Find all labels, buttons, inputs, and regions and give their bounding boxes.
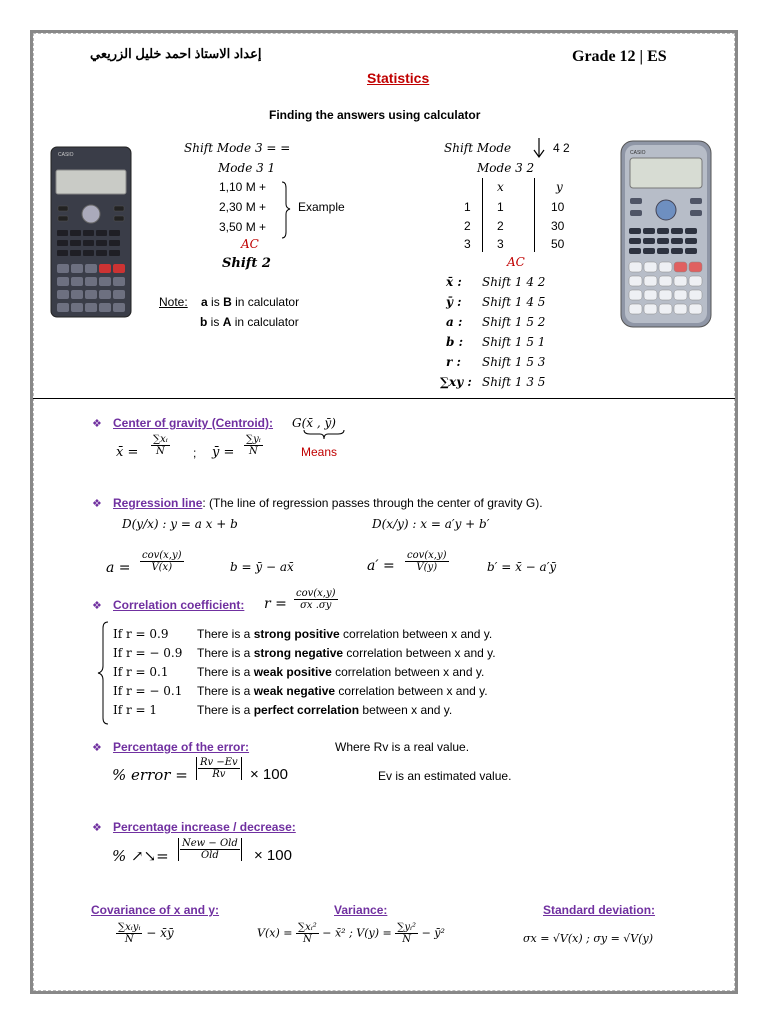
error-fraction [196,757,242,780]
regression-line [113,496,543,510]
right-ac: AC [507,255,525,269]
result-b-keys: Shift 1 5 1 [482,335,546,349]
correlation-item-5-strength: perfect correlation [253,703,360,717]
means-brace [302,428,346,442]
correlation-item-2-strength: strong negative [253,646,344,660]
variance-y-tail: − ȳ² [421,926,445,940]
table-row-3-index: 3 [464,237,471,251]
example-label: Example [298,200,345,214]
error-numerator: Rv −Ev [200,757,238,768]
xbar-formula-lhs: x̄ = [116,445,139,460]
ybar-numerator: ∑yᵢ [246,434,261,445]
std-dev-heading: Standard deviation: [543,903,656,917]
covariance-numerator: ∑xᵢyᵢ [118,922,141,933]
table-row-2-y: 30 [551,219,565,233]
note1-b: B [223,295,232,309]
variance-formula [257,922,445,945]
table-row-3-y: 50 [551,237,565,251]
std-dev-formula: σx = √V(x) ; σy = √V(y) [523,932,654,945]
ybar-formula-fraction [244,434,263,457]
slope-a-prime-lhs: a′ = [367,558,395,574]
table-row-2-x: 2 [497,219,504,233]
covariance-formula [116,922,174,945]
right-step-2: Mode 3 2 [477,161,535,175]
correlation-item-4-post: correlation between x and y. [335,684,488,698]
intercept-b-prime: b′ = x̄ − a′ȳ [487,560,557,574]
example-brace [280,180,296,240]
grade-label: Grade 12 | ES [572,48,667,65]
covariance-denominator: N [124,934,134,945]
slope-a-numerator: cov(x,y) [142,550,182,561]
bullet-diamond-icon: ❖ [92,600,102,612]
note2-rest: in calculator [231,315,299,329]
correlation-item-5 [113,703,452,717]
note-line-1 [159,295,299,309]
correlation-item-3-pre: There is a [197,665,254,679]
increase-numerator: New − Old [182,838,238,849]
slope-a-fraction [140,550,184,573]
result-sumxy-label: ∑xy : [440,375,472,389]
variance-x-lhs: V(x) = [257,926,293,940]
variance-y-numerator: ∑yᵢ² [397,922,417,933]
correlation-item-5-cond: If r = 1 [113,703,158,717]
slope-a-denominator: V(x) [151,562,173,573]
increase-denominator: Old [200,850,219,861]
left-step-5: 3,50 M + [219,220,267,234]
note1-is: is [207,295,224,309]
correlation-item-5-post: between x and y. [359,703,453,717]
left-step-2: Mode 3 1 [218,161,276,175]
correlation-item-2-post: correlation between x and y. [343,646,496,660]
left-shift-2: Shift 2 [222,256,271,271]
increase-lhs: % ↗↘= [112,847,169,865]
regression-text: : (The line of regression passes through the center of gravity G). [202,496,543,510]
correlation-item-1 [113,627,492,641]
note2-b: A [222,315,232,329]
result-ybar-label: ȳ : [446,295,462,309]
result-r-keys: Shift 1 5 3 [482,355,546,369]
correlation-item-2 [113,646,496,660]
intercept-b: b = ȳ − ax̄ [230,560,294,574]
correlation-item-3-cond: If r = 0.1 [113,665,169,679]
table-row-3-x: 3 [497,237,504,251]
correlation-numerator: cov(x,y) [296,588,336,599]
correlation-item-1-pre: There is a [197,627,254,641]
result-b-label: b : [446,335,463,349]
error-lhs: % error = [112,766,188,784]
result-ybar-keys: Shift 1 4 5 [482,295,546,309]
result-xbar-label: x̄ : [446,275,462,289]
correlation-item-1-cond: If r = 0.9 [113,627,169,641]
right-step-1: Shift Mode [444,141,512,155]
bullet-diamond-icon: ❖ [92,418,102,430]
correlation-item-2-pre: There is a [197,646,254,660]
table-head-y: y [556,180,563,194]
xbar-denominator: N [156,446,165,457]
slope-a-prime-numerator: cov(x,y) [407,550,447,561]
calculator-right-brand-text: CASIO [630,150,646,156]
result-a-label: a : [446,315,463,329]
bullet-diamond-icon: ❖ [92,742,102,754]
xbar-formula-fraction [151,434,170,457]
calculator-right-image [620,140,712,328]
result-r-label: r : [446,355,461,369]
correlation-item-1-post: correlation between x and y. [339,627,493,641]
means-label: Means [301,445,338,459]
variance-y-lhs: − x̄² ; V(y) = [322,926,392,940]
error-times-100: × 100 [250,766,288,783]
table-row-1-index: 1 [464,200,471,214]
left-step-1: Shift Mode 3 = = [184,141,291,155]
error-heading: Percentage of the error: [113,740,250,754]
left-ac: AC [241,237,259,251]
slope-a-prime-denominator: V(y) [416,562,438,573]
correlation-item-3 [113,665,484,679]
correlation-item-4-strength: weak negative [253,684,336,698]
bullet-diamond-icon: ❖ [92,822,102,834]
correlation-item-2-cond: If r = − 0.9 [113,646,183,660]
note1-rest: in calculator [231,295,300,309]
result-sumxy-keys: Shift 1 3 5 [482,375,546,389]
table-divider-2 [534,178,535,252]
right-step-1-keys: 4 2 [553,141,570,155]
correlation-r-fraction [294,588,338,611]
author-name: إعداد الاستاذ احمد خليل الزريعي [90,46,262,61]
correlation-item-4-pre: There is a [197,684,254,698]
note-line-2 [200,315,299,329]
left-step-3: 1,10 M + [219,180,267,194]
error-where-estimated: Ev is an estimated value. [378,769,512,783]
variance-heading: Variance: [334,903,388,917]
variance-x-denominator: N [302,934,312,945]
table-divider-1 [482,178,483,252]
ybar-denominator: N [249,446,258,457]
note-label: Note: [159,295,188,309]
variance-y-denominator: N [402,934,412,945]
centroid-g: G(x̄ , ȳ) [292,416,336,430]
correlation-heading: Correlation coefficient: [113,598,245,612]
increase-fraction [178,838,242,861]
error-where-real: Where Rv is a real value. [335,740,470,754]
correlation-r-lhs: r = [264,596,287,612]
ybar-formula-lhs: ȳ = [212,445,235,460]
formula-separator: ; [193,446,197,460]
correlation-item-5-pre: There is a [197,703,254,717]
correlation-item-4 [113,684,488,698]
correlation-item-4-cond: If r = − 0.1 [113,684,183,698]
calculator-left-image [50,146,132,318]
variance-x-numerator: ∑xᵢ² [297,922,317,933]
error-denominator: Rv [212,769,226,780]
page-subtitle: Finding the answers using calculator [269,108,481,122]
correlation-item-3-strength: weak positive [253,665,332,679]
correlation-brace [96,620,110,726]
correlation-item-1-strength: strong positive [253,627,340,641]
xbar-numerator: ∑xᵢ [153,434,168,445]
regression-d-yx: D(y/x) : y = a x + b [122,517,238,531]
covariance-tail: − x̄ȳ [146,926,174,940]
section-divider [33,398,735,399]
table-row-1-y: 10 [551,200,565,214]
table-row-1-x: 1 [497,200,504,214]
regression-heading: Regression line [113,496,203,510]
correlation-item-3-post: correlation between x and y. [331,665,485,679]
slope-a-prime-fraction [405,550,449,573]
increase-heading: Percentage increase / decrease: [113,820,296,834]
left-step-4: 2,30 M + [219,200,267,214]
correlation-denominator: σx .σy [300,600,332,611]
result-a-keys: Shift 1 5 2 [482,315,546,329]
table-row-2-index: 2 [464,219,471,233]
down-arrow-icon [532,136,546,160]
regression-d-xy: D(x/y) : x = a′y + b′ [372,517,490,531]
result-xbar-keys: Shift 1 4 2 [482,275,546,289]
calculator-brand-text: CASIO [58,152,74,158]
page-title: Statistics [367,70,430,86]
note1-a: a [201,295,208,309]
increase-times-100: × 100 [254,847,292,864]
bullet-diamond-icon: ❖ [92,498,102,510]
table-head-x: x [497,180,504,194]
centroid-heading: Center of gravity (Centroid): [113,416,274,430]
slope-a-lhs: a = [106,560,131,576]
note2-a: b [200,315,208,329]
note2-is: is [207,315,223,329]
covariance-heading: Covariance of x and y: [91,903,220,917]
